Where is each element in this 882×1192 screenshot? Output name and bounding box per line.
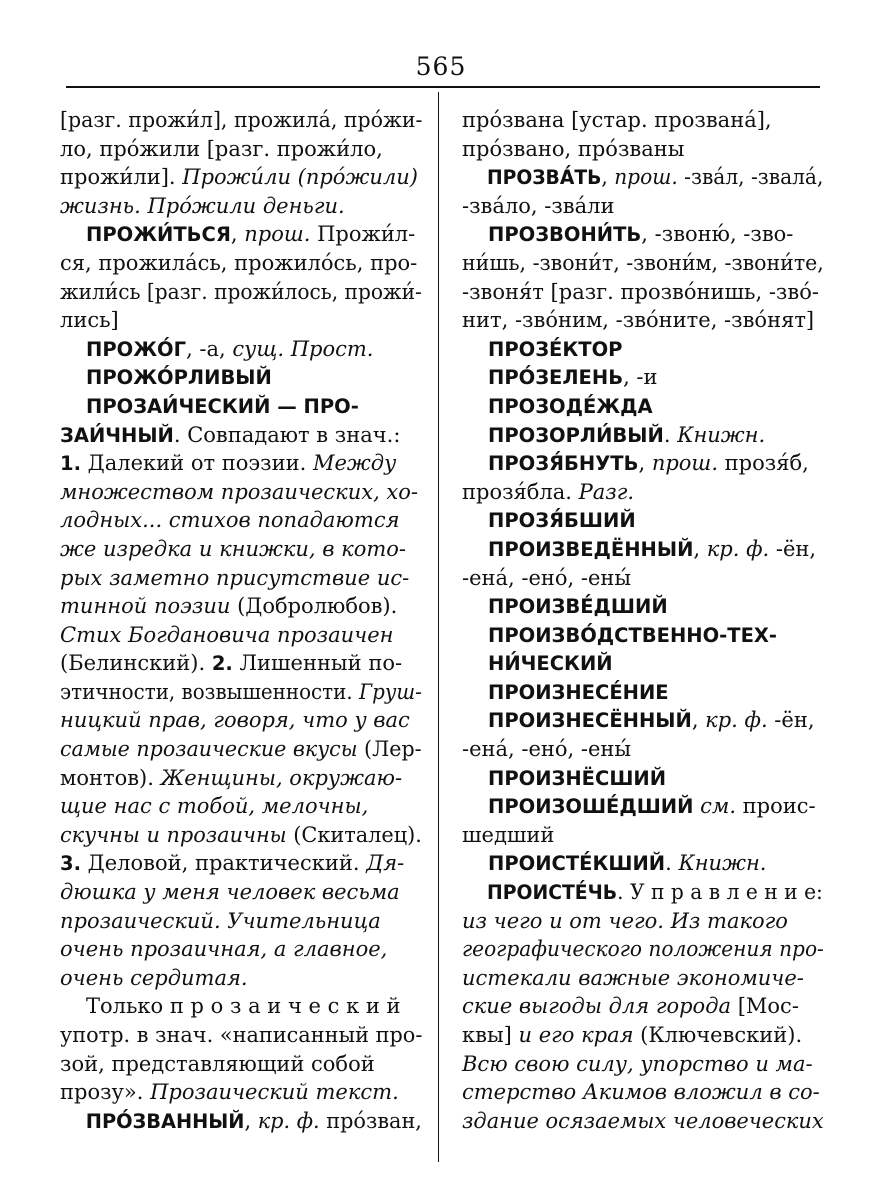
text-line [60, 621, 422, 650]
text-line [60, 535, 422, 564]
italic-text: Стих Богдановича прозаичен [60, 622, 394, 647]
plain-text: -звоня́т [разг. прозво́нишь, -зво́- [462, 279, 819, 304]
text-line [60, 449, 422, 478]
headword: ПРО́ЗЕЛЕНЬ [488, 366, 624, 390]
text-line [462, 363, 824, 392]
plain-text: зой, представляющий собой [60, 1051, 375, 1076]
plain-text: , [638, 451, 652, 476]
plain-text: (Ключевский). [633, 1023, 803, 1047]
headword: ПРОЗВОНИ́ТЬ [488, 223, 642, 247]
text-line [462, 506, 824, 535]
text-line [60, 1107, 422, 1136]
plain-text: Только п р о з а и ч е с к и й [86, 994, 401, 1019]
headword: ПРОИЗНЁСШИЙ [488, 766, 667, 790]
text-line [462, 706, 824, 735]
headword: ПРОЗОРЛИ́ВЫЙ [488, 423, 664, 447]
headword: НИ́ЧЕСКИЙ [488, 652, 613, 676]
italic-text: здание осязаемых человеческих [462, 1108, 824, 1133]
column-divider [438, 92, 439, 1162]
italic-text: самые прозаические вкусы [60, 737, 358, 762]
plain-text: употр. в знач. «написанный про- [60, 1023, 423, 1047]
plain-text: Прожи́л- [310, 222, 416, 247]
text-line [60, 421, 422, 450]
text-line [60, 363, 422, 392]
plain-text: проис- [736, 794, 816, 819]
plain-text: , [230, 222, 245, 247]
plain-text: . У п р а в л е н и е: [617, 880, 823, 905]
text-line [60, 478, 422, 507]
headword: ПРОЖИ́ТЬСЯ [86, 223, 231, 247]
plain-text: -ена́, -ено́, -ены́ [462, 737, 632, 762]
text-line [462, 278, 824, 307]
text-line [60, 992, 422, 1021]
italic-text: тинной поэзии [60, 594, 231, 619]
text-line [462, 535, 824, 564]
text-line [462, 907, 824, 936]
plain-text: , -а, [186, 336, 233, 361]
text-line [60, 278, 422, 307]
text-line [60, 649, 422, 678]
text-line [462, 1050, 824, 1079]
plain-text: про́звана [устар. прозвана́], [462, 108, 772, 132]
plain-text: (Лер- [357, 737, 422, 762]
text-line [60, 106, 423, 135]
italic-text: Всю свою силу, упорство и ма- [462, 1051, 813, 1076]
text-line [60, 678, 422, 707]
plain-text: , [244, 1108, 258, 1133]
text-line [60, 735, 422, 764]
text-line [462, 335, 824, 364]
text-line [462, 621, 824, 650]
plain-text: этичности, возвышенности. [60, 679, 360, 704]
italic-text: прош. [244, 222, 311, 247]
plain-text: прозу». [60, 1080, 151, 1105]
headword: ПРОЗАИ́ЧЕСКИЙ — ПРО- [86, 394, 359, 418]
plain-text: про́звано, про́званы [462, 136, 685, 161]
plain-text: -зва́ло, -зва́ли [462, 193, 615, 218]
text-line [60, 878, 422, 907]
italic-text: см. [700, 794, 736, 819]
headword: ПРОЗЕ́КТОР [488, 337, 623, 361]
text-line [462, 964, 824, 993]
plain-text: прозя́б, [718, 451, 809, 476]
italic-text: дюшка у меня человек весьма [60, 880, 400, 905]
italic-text: из чего и от чего. Из такого [462, 908, 788, 933]
italic-text: Между [312, 451, 397, 476]
italic-text: Разг. [578, 479, 635, 504]
text-line [462, 1107, 823, 1136]
plain-text: , [691, 708, 706, 733]
plain-text: прожи́ли]. [60, 165, 183, 190]
text-line [462, 592, 824, 621]
headword: 1. [60, 452, 81, 476]
italic-text: кр. ф. [706, 536, 770, 561]
headword: ПРОЗЯ́БНУТЬ [488, 452, 639, 476]
text-line [462, 1021, 824, 1050]
plain-text: ни́шь, -звони́т, -звони́м, -звони́те, [462, 250, 824, 275]
text-line [60, 792, 422, 821]
text-line [60, 392, 422, 421]
text-line [462, 821, 824, 850]
text-line [462, 678, 824, 707]
text-line [462, 792, 824, 821]
text-line [462, 249, 824, 278]
plain-text: -ён, [769, 536, 817, 561]
text-line [60, 1021, 423, 1050]
italic-text: же изредка и книжки, в кото- [60, 536, 406, 561]
italic-text: и его края [518, 1023, 634, 1047]
italic-text: кр. ф. [705, 708, 768, 733]
italic-text: сущ. Прост. [232, 336, 374, 361]
plain-text: Лишенный по- [232, 651, 403, 676]
italic-text: жизнь. Про́жили деньги. [60, 193, 345, 218]
italic-text: Женщины, окружаю- [160, 765, 403, 790]
text-line [60, 564, 422, 593]
plain-text: -ён, [767, 708, 815, 733]
headword: ПРОИСТЕ́КШИЙ [488, 852, 666, 876]
text-line [60, 135, 422, 164]
italic-text: Книжн. [677, 422, 766, 447]
text-line [462, 306, 824, 335]
plain-text: (Белинский). [60, 651, 212, 676]
italic-text: Груш- [359, 679, 422, 704]
text-line [60, 163, 422, 192]
headword: ПРОЗЯ́БШИЙ [488, 509, 636, 533]
text-line [462, 1078, 824, 1107]
italic-text: очень сердитая. [60, 965, 248, 990]
italic-text: прозаический. Учительница [60, 908, 381, 933]
text-line [60, 506, 422, 535]
text-line [462, 564, 824, 593]
italic-text: щие нас с тобой, мелочны, [60, 794, 369, 819]
plain-text: (Добролюбов). [230, 594, 398, 619]
plain-text: прозя́бла. [462, 479, 579, 504]
italic-text: географического положения про- [462, 937, 824, 962]
text-line [462, 992, 824, 1021]
text-line [60, 764, 422, 793]
plain-text: жили́сь [разг. прожи́лось, прожи́- [60, 279, 422, 304]
text-line [462, 849, 824, 878]
plain-text: нит, -зво́ним, -зво́ните, -зво́нят] [462, 308, 815, 333]
headword: ПРОЗВА́ТЬ [486, 166, 602, 190]
italic-text: очень прозаичная, а главное, [60, 937, 388, 962]
headword: ПРОИЗОШЕ́ДШИЙ [488, 795, 694, 819]
text-line [60, 249, 422, 278]
left-column [60, 106, 422, 1135]
text-line [60, 964, 422, 993]
italic-text: Дя- [366, 851, 405, 876]
text-line [462, 220, 824, 249]
text-line [462, 764, 824, 793]
plain-text: , [601, 165, 615, 190]
text-line [462, 649, 824, 678]
headword: ПРОИЗВЕ́ДШИЙ [488, 595, 668, 619]
text-line [462, 192, 824, 221]
italic-text: рых заметно присутствие ис- [60, 565, 410, 590]
italic-text: Книжн. [678, 851, 767, 876]
plain-text: про́зван, [319, 1108, 422, 1133]
headword: ПРОЗОДЕ́ЖДА [488, 394, 653, 418]
text-line [462, 106, 824, 135]
plain-text: , [693, 536, 707, 561]
plain-text: , -и [623, 365, 658, 390]
plain-text: . Совпадают в знач.: [173, 422, 401, 447]
headword: ПРОИЗНЕСЁННЫЙ [488, 709, 692, 733]
plain-text: монтов). [60, 765, 161, 790]
page-number: 565 [415, 52, 467, 81]
plain-text: шедший [462, 822, 555, 847]
italic-text: множеством прозаических, хо- [60, 479, 419, 504]
text-line [462, 878, 823, 907]
plain-text: ло, про́жили [разг. прожи́ло, [60, 136, 383, 161]
plain-text: Деловой, практический. [80, 851, 367, 876]
headword: ПРОИСТЕ́ЧЬ [487, 881, 618, 905]
italic-text: ницкий прав, говоря, что у вас [60, 708, 410, 733]
text-line [462, 135, 824, 164]
italic-text: прош. [651, 451, 718, 476]
plain-text: ся, прожила́сь, прожило́сь, про- [60, 250, 418, 275]
plain-text: [Мос- [731, 994, 799, 1019]
headword: 2. [211, 652, 233, 676]
plain-text: . [665, 851, 679, 876]
text-line [462, 478, 824, 507]
text-line [462, 449, 824, 478]
headword: ПРОИЗНЕСЕ́НИЕ [488, 680, 669, 704]
plain-text: . [663, 422, 678, 447]
italic-text: лодных... стихов попадаются [60, 508, 400, 533]
text-line [60, 821, 422, 850]
plain-text: [разг. прожи́л], прожила́, про́жи- [60, 108, 423, 132]
text-line [60, 220, 422, 249]
headword: ЗАИ́ЧНЫЙ [60, 423, 174, 447]
italic-text: кр. ф. [257, 1108, 320, 1133]
text-line [60, 935, 422, 964]
headword: ПРОИЗВЕДЁННЫЙ [488, 537, 694, 561]
header-rule [66, 86, 820, 88]
plain-text: Далекий от поэзии. [80, 451, 313, 476]
headword: ПРО́ЗВАННЫЙ [85, 1109, 245, 1133]
italic-text: ские выгоды для города [462, 994, 732, 1019]
plain-text: -ена́, -ено́, -ены́ [462, 565, 632, 590]
text-line [60, 849, 422, 878]
text-line [462, 935, 824, 964]
headword: ПРОЖО́Г [86, 337, 187, 361]
headword: ПРОЖО́РЛИВЫЙ [86, 366, 272, 390]
text-line [60, 907, 422, 936]
italic-text: Прожи́ли (про́жили) [182, 165, 418, 190]
plain-text: (Скиталец). [286, 822, 422, 847]
text-line [462, 392, 824, 421]
plain-text: квы] [462, 1023, 519, 1047]
plain-text: , -звоню́, -зво- [641, 222, 794, 247]
headword: 3. [60, 852, 81, 876]
text-line [60, 592, 422, 621]
text-line [60, 192, 422, 221]
right-column [462, 106, 824, 1135]
text-line [60, 1078, 422, 1107]
text-line [60, 706, 422, 735]
text-line [462, 163, 824, 192]
plain-text: лись] [60, 308, 119, 333]
italic-text: истекали важные экономиче- [462, 965, 804, 990]
text-line [60, 306, 422, 335]
text-line [60, 1050, 422, 1079]
italic-text: Прозаический текст. [150, 1080, 399, 1105]
plain-text: -зва́л, -звала́, [677, 165, 824, 190]
italic-text: прош. [614, 165, 678, 190]
italic-text: стерство Акимов вложил в со- [462, 1080, 820, 1105]
headword: ПРОИЗВО́ДСТВЕННО-ТЕХ- [488, 623, 778, 647]
text-line [462, 421, 824, 450]
italic-text: скучны и прозаичны [60, 822, 287, 847]
text-line [462, 735, 824, 764]
text-line [60, 335, 422, 364]
